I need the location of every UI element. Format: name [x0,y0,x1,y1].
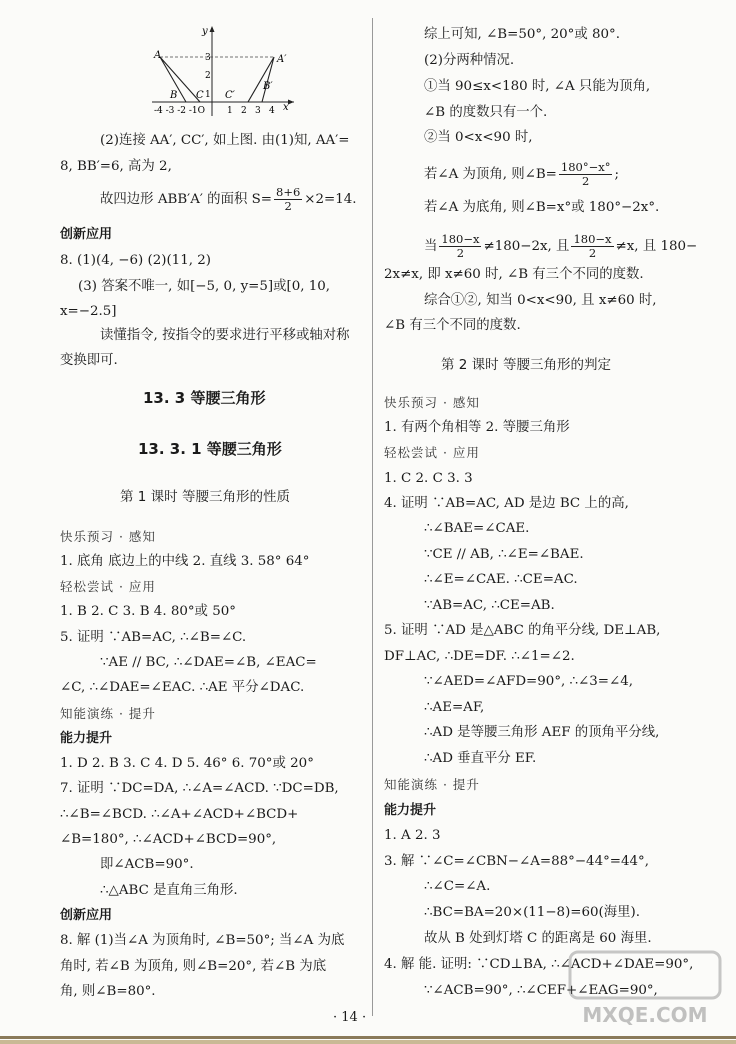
q7-line5: ∴△ABC 是直角三角形. [100,883,238,898]
label-B: B [170,90,178,101]
q8-line3: x=−2.5] [60,304,117,319]
p2-line2: 8, BB′=6, 高为 2, [60,159,172,174]
answers-nengli-1: 1. D 2. B 3. C 4. D 5. 46° 6. 70°或 20° [60,756,314,771]
q5r-line3: ∵∠AED=∠AFD=90°, ∴∠3=∠4, [424,674,633,689]
r-line6-a: 若∠A 为顶角, 则∠B= [424,167,557,182]
q5-line1: 5. 证明 ∵AB=AC, ∴∠B=∠C. [60,630,247,645]
r-line4: ∠B 的度数只有一个. [424,105,548,120]
q5r-line6: ∴AD 垂直平分 EF. [424,751,537,766]
axis-x-label: x [283,102,289,113]
r-line11: ∠B 有三个不同的度数. [384,318,521,333]
fraction: $\frac{180-x}{2}$ [441,232,480,260]
section-title-13-3: 13. 3 等腰三角形 [143,389,266,407]
label-A-prime: A′ [277,54,287,65]
q5r-line2: DF⊥AC, ∴DE=DF. ∴∠1=∠2. [384,649,575,664]
r-line2: (2)分两种情况. [424,53,515,68]
footer-rule [0,1036,736,1039]
tick-x-neg: -4 -3 -2 -1O [154,106,206,116]
label-B-prime: B′ [263,81,273,92]
watermark-text: MXQE.COM [582,1003,708,1027]
lesson-title-1: 第 1 课时 等腰三角形的性质 [120,489,290,505]
tick-x-4: 4 [269,106,275,116]
p2-line3-a: 故四边形 ABB′A′ 的面积 S= [100,192,272,207]
heading-nengli-2: 能力提升 [384,803,437,818]
q4-line1: 4. 证明 ∵AB=AC, AD 是边 BC 上的高, [384,496,629,511]
r-line10: 综合①②, 知当 0<x<90, 且 x≠60 时, [424,293,657,308]
q5r-line5: ∴AD 是等腰三角形 AEF 的顶角平分线, [424,725,660,740]
p2-line3 [100,186,357,213]
q4-line5: ∵AB=AC, ∴CE=AB. [424,598,555,613]
answers-qingsong-2: 1. C 2. C 3. 3 [384,471,473,486]
q8-line4: 读懂指令, 按指令的要求进行平移或轴对称 [100,328,350,343]
watermark-logo [560,950,730,1030]
r-line9: 2x≠x, 即 x≠60 时, ∠B 有三个不同的度数. [384,267,644,282]
r-line1: 综上可知, ∠B=50°, 20°或 80°. [424,27,620,42]
r-line8 [424,233,697,260]
q8b-line1: 8. 解 (1)当∠A 为顶角时, ∠B=50°; 当∠A 为底 [60,933,345,948]
q8-line1: 8. (1)(4, −6) (2)(11, 2) [60,253,211,268]
answers-qingsong-1: 1. B 2. C 3. B 4. 80°或 50° [60,604,236,619]
q8b-line3: 角, 则∠B=80°. [60,984,156,999]
r-line5: ②当 0<x<90 时, [424,130,533,145]
r-line7: 若∠A 为底角, 则∠B=x°或 180°−2x°. [424,200,660,215]
q3-line2: ∴∠C=∠A. [424,879,491,894]
section-kuaile-2: 快乐预习 · 感知 [384,395,480,410]
label-C-prime: C′ [225,90,235,101]
q4r-line1: 4. 解 能. 证明: ∵CD⊥BA, ∴∠ACD+∠DAE=90°, [384,957,694,972]
triangle-left [160,57,200,102]
r-line8-c: ≠x, 且 180− [615,239,698,254]
footer-band [0,1040,736,1044]
triangle-right [248,57,274,102]
q5r-line1: 5. 证明 ∵AD 是△ABC 的角平分线, DE⊥AB, [384,623,661,638]
heading-chuangxin-1: 创新应用 [60,227,113,242]
q5r-line4: ∴AE=AF, [424,700,485,715]
label-C: C [196,90,204,101]
section-kuaile-1: 快乐预习 · 感知 [60,529,156,544]
tick-y-3: 3 [205,53,211,63]
page-number: · 14 · [333,1010,367,1025]
heading-nengli-1: 能力提升 [60,731,113,746]
coordinate-graph [148,22,298,118]
tick-y-1: 1 [205,90,211,100]
q8-line2: (3) 答案不唯一, 如[−5, 0, y=5]或[0, 10, [78,279,331,294]
tick-x-3: 3 [255,106,261,116]
r-line6 [424,161,619,188]
answers-kuaile-2: 1. 有两个角相等 2. 等腰三角形 [384,420,570,435]
fraction: $\frac{180^\circ-x^\circ}{2}$ [560,160,611,188]
q5-line3: ∠C, ∴∠DAE=∠EAC. ∴AE 平分∠DAC. [60,680,305,695]
q8-line5: 变换即可. [60,353,118,368]
section-title-13-3-1: 13. 3. 1 等腰三角形 [138,440,282,458]
q4-line4: ∴∠E=∠CAE. ∴CE=AC. [424,572,578,587]
section-qingsong-1: 轻松尝试 · 应用 [60,579,156,594]
q7-line3: ∠B=180°, ∴∠ACD+∠BCD=90°, [60,832,277,847]
fraction: $\frac{180-x}{2}$ [573,232,612,260]
q7-line1: 7. 证明 ∵DC=DA, ∴∠A=∠ACD. ∵DC=DB, [60,781,339,796]
q7-line2: ∴∠B=∠BCD. ∴∠A+∠ACD+∠BCD+ [60,807,299,822]
q7-line4: 即∠ACB=90°. [100,857,194,872]
tick-x-2: 2 [241,106,247,116]
section-qingsong-2: 轻松尝试 · 应用 [384,445,480,460]
heading-chuangxin-2: 创新应用 [60,908,113,923]
r-line8-b: ≠180−2x, 且 [483,239,570,254]
q8b-line2: 角时, 若∠B 为顶角, 则∠B=20°, 若∠B 为底 [60,959,327,974]
q3-line1: 3. 解 ∵∠C=∠CBN−∠A=88°−44°=44°, [384,854,650,869]
q4-line2: ∴∠BAE=∠CAE. [424,521,530,536]
r-line8-a: 当 [424,239,438,254]
column-divider [372,18,373,1016]
p2-line3-b: ×2=14. [304,192,357,207]
q3-line3: ∴BC=BA=20×(11−8)=60(海里). [424,905,641,920]
fraction: $\frac{8+6}{2}$ [276,185,301,213]
q3-line4: 故从 B 处到灯塔 C 的距离是 60 海里. [424,931,652,946]
r-line6-b: ; [614,167,619,182]
q4r-line2: ∵∠ACB=90°, ∴∠CEF+∠EAG=90°, [424,983,658,998]
section-zhineng-1: 知能演练 · 提升 [60,706,156,721]
r-line3: ①当 90≤x<180 时, ∠A 只能为顶角, [424,79,651,94]
q4-line3: ∵CE // AB, ∴∠E=∠BAE. [424,547,584,562]
section-zhineng-2: 知能演练 · 提升 [384,777,480,792]
answers-nengli-2: 1. A 2. 3 [384,828,441,843]
axis-y-label: y [202,26,208,37]
p2-line1: (2)连接 AA′, CC′, 如上图. 由(1)知, AA′= [100,133,350,148]
q5-line2: ∵AE // BC, ∴∠DAE=∠B, ∠EAC= [100,655,317,670]
tick-x-1: 1 [227,106,233,116]
label-A: A [154,50,162,61]
lesson-title-2: 第 2 课时 等腰三角形的判定 [441,357,611,373]
tick-y-2: 2 [205,71,211,81]
answers-kuaile-1: 1. 底角 底边上的中线 2. 直线 3. 58° 64° [60,554,310,569]
